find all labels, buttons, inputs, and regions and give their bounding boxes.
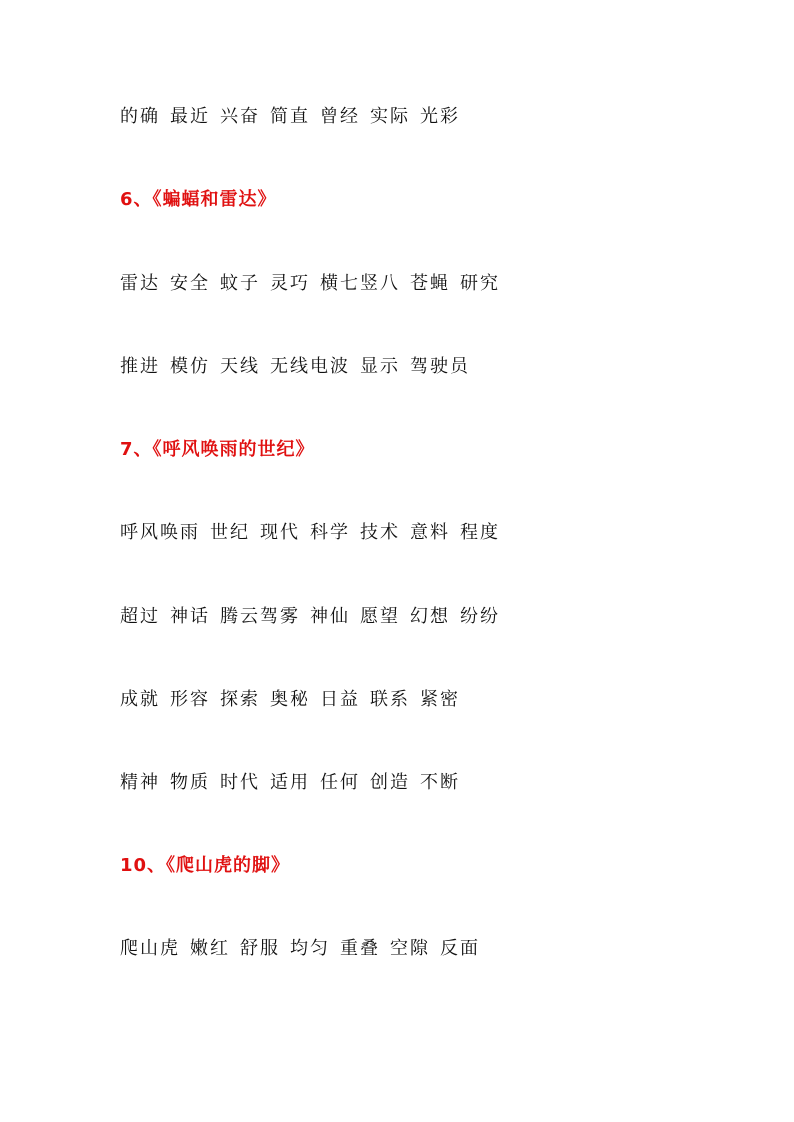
- word: 不断: [420, 772, 460, 793]
- word: 嫩红: [190, 938, 230, 959]
- word: 技术: [360, 522, 400, 543]
- vocab-line-1: [120, 105, 470, 129]
- word: 愿望: [360, 606, 400, 627]
- word: 横七竖八: [320, 273, 400, 294]
- lesson-heading-7: 7、《呼风唤雨的世纪》: [120, 439, 315, 460]
- word: 光彩: [420, 106, 460, 127]
- word: 时代: [220, 772, 260, 793]
- vocab-line-4: [120, 521, 510, 545]
- word: 均匀: [290, 938, 330, 959]
- word: 安全: [170, 273, 210, 294]
- word: 腾云驾雾: [220, 606, 300, 627]
- word: 空隙: [390, 938, 430, 959]
- word: 最近: [170, 106, 210, 127]
- word: 任何: [320, 772, 360, 793]
- vocab-line-7: [120, 771, 470, 795]
- vocab-line-2: [120, 272, 510, 296]
- word: 重叠: [340, 938, 380, 959]
- word: 世纪: [210, 522, 250, 543]
- word: 反面: [440, 938, 480, 959]
- word: 呼风唤雨: [120, 522, 200, 543]
- word: 推进: [120, 356, 160, 377]
- word: 意料: [410, 522, 450, 543]
- word: 物质: [170, 772, 210, 793]
- word: 适用: [270, 772, 310, 793]
- word: 超过: [120, 606, 160, 627]
- word: 实际: [370, 106, 410, 127]
- vocab-line-5: [120, 605, 510, 629]
- word: 纷纷: [460, 606, 500, 627]
- vocab-line-8: [120, 937, 490, 961]
- word: 灵巧: [270, 273, 310, 294]
- word: 精神: [120, 772, 160, 793]
- word: 成就: [120, 689, 160, 710]
- word: 的确: [120, 106, 160, 127]
- word: 紧密: [420, 689, 460, 710]
- word: 苍蝇: [410, 273, 450, 294]
- word: 奥秘: [270, 689, 310, 710]
- word: 舒服: [240, 938, 280, 959]
- word: 神话: [170, 606, 210, 627]
- word: 探索: [220, 689, 260, 710]
- lesson-heading-6: 6、《蝙蝠和雷达》: [120, 189, 277, 210]
- word: 研究: [460, 273, 500, 294]
- word: 天线: [220, 356, 260, 377]
- word: 科学: [310, 522, 350, 543]
- word: 模仿: [170, 356, 210, 377]
- word: 创造: [370, 772, 410, 793]
- vocab-line-6: [120, 688, 470, 712]
- word: 神仙: [310, 606, 350, 627]
- word: 形容: [170, 689, 210, 710]
- word: 日益: [320, 689, 360, 710]
- word: 兴奋: [220, 106, 260, 127]
- word: 现代: [260, 522, 300, 543]
- word: 幻想: [410, 606, 450, 627]
- word: 程度: [460, 522, 500, 543]
- word: 显示: [360, 356, 400, 377]
- word: 蚊子: [220, 273, 260, 294]
- vocab-line-3: [120, 355, 480, 379]
- word: 雷达: [120, 273, 160, 294]
- word: 简直: [270, 106, 310, 127]
- word: 联系: [370, 689, 410, 710]
- lesson-heading-10: 10、《爬山虎的脚》: [120, 855, 291, 876]
- word: 驾驶员: [410, 356, 470, 377]
- word: 爬山虎: [120, 938, 180, 959]
- word: 无线电波: [270, 356, 350, 377]
- word: 曾经: [320, 106, 360, 127]
